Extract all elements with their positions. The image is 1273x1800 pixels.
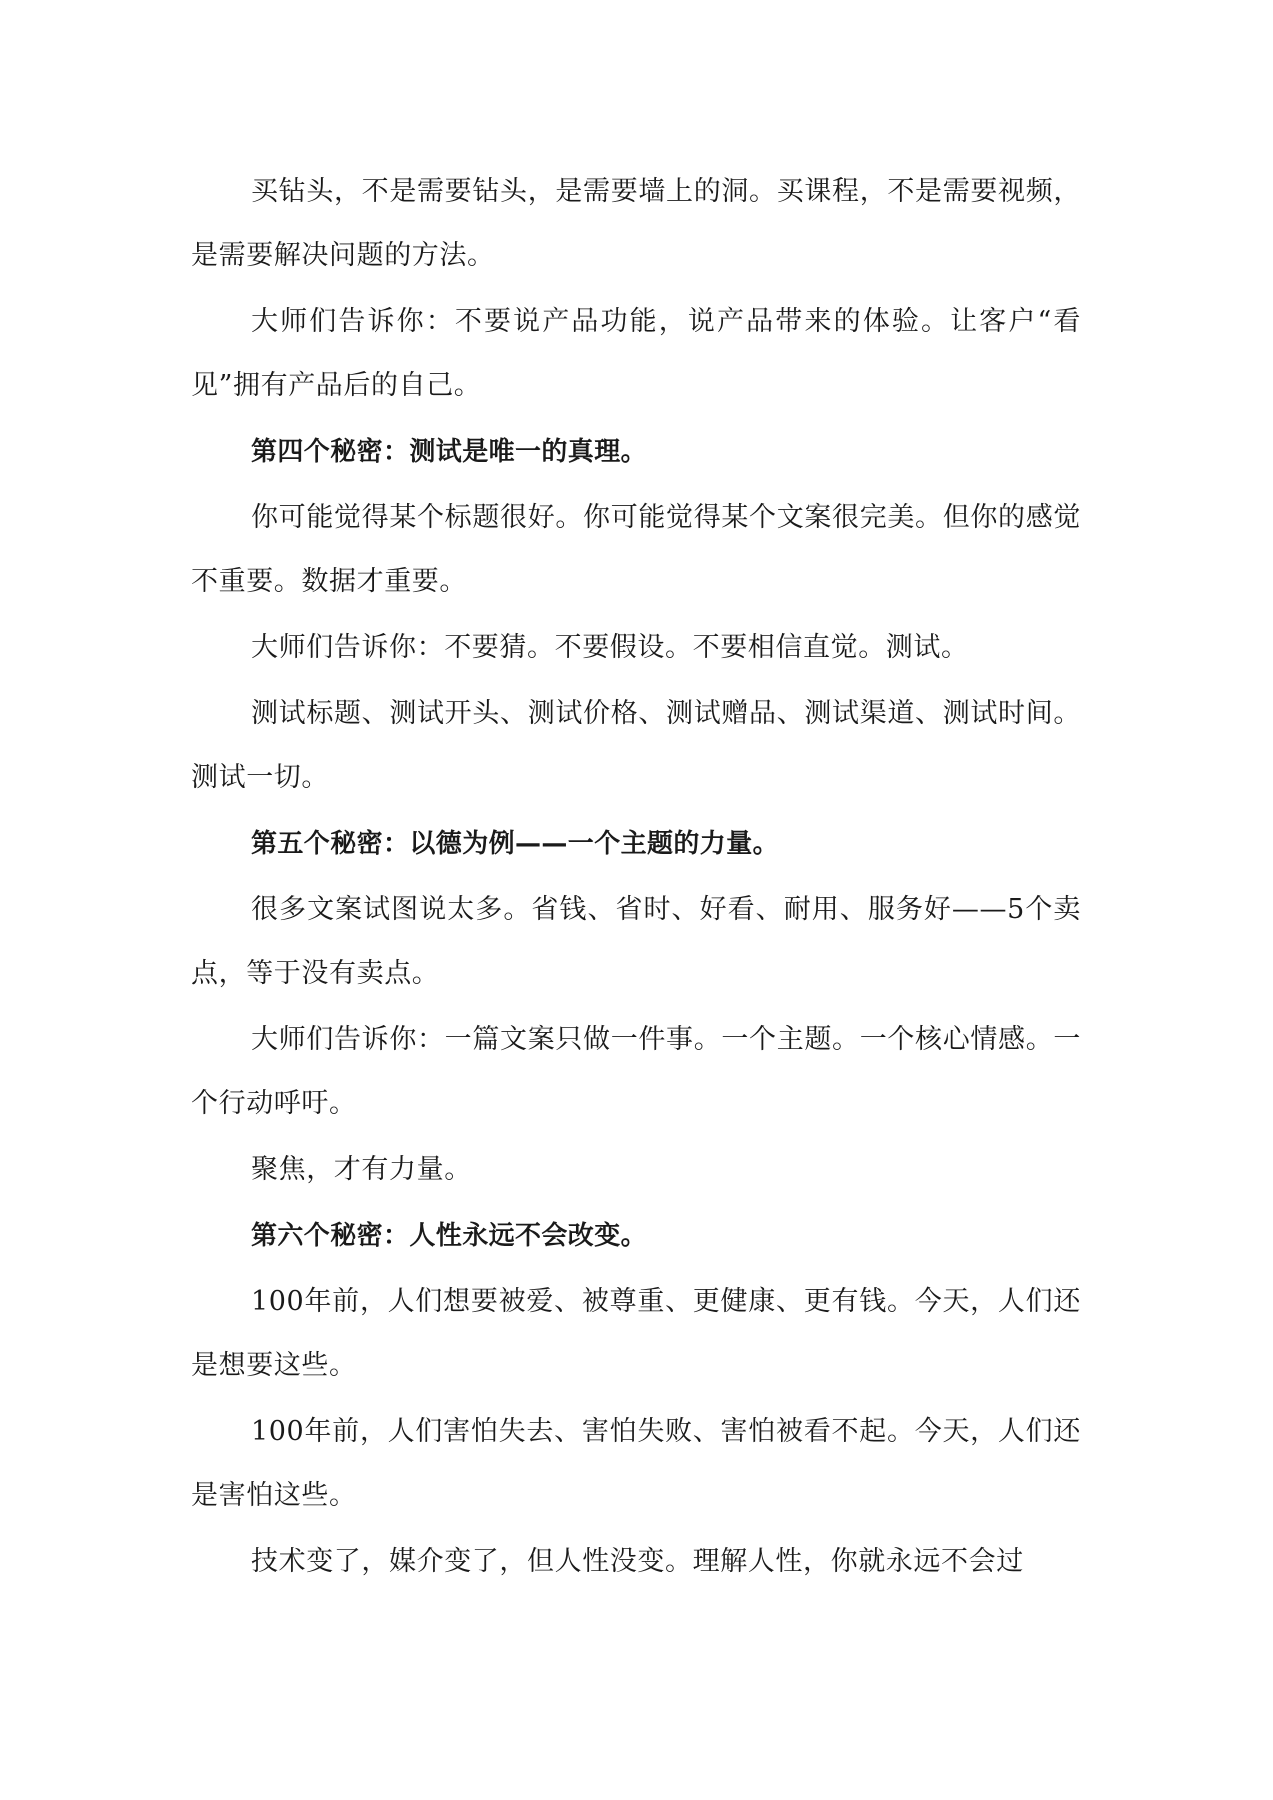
paragraph: 买钻头，不是需要钻头，是需要墙上的洞。买课程，不是需要视频，是需要解决问题的方法。 xyxy=(191,176,1081,271)
paragraph: 测试标题、测试开头、测试价格、测试赠品、测试渠道、测试时间。测试一切。 xyxy=(191,698,1081,793)
paragraph: 很多文案试图说太多。省钱、省时、好看、耐用、服务好——5个卖点，等于没有卖点。 xyxy=(191,894,1081,989)
section-heading: 第六个秘密：人性永远不会改变。 xyxy=(251,1221,648,1251)
paragraph: 100年前，人们害怕失去、害怕失败、害怕被看不起。今天，人们还是害怕这些。 xyxy=(191,1416,1081,1511)
paragraph: 技术变了，媒介变了，但人性没变。理解人性，你就永远不会过 xyxy=(251,1546,1024,1577)
document-page xyxy=(191,160,1081,1596)
paragraph: 大师们告诉你：不要猜。不要假设。不要相信直觉。测试。 xyxy=(251,632,969,663)
paragraph: 大师们告诉你：一篇文案只做一件事。一个主题。一个核心情感。一个行动呼吁。 xyxy=(191,1024,1081,1119)
section-heading: 第四个秘密：测试是唯一的真理。 xyxy=(251,437,648,467)
paragraph: 大师们告诉你：不要说产品功能，说产品带来的体验。让客户“看见”拥有产品后的自己。 xyxy=(191,306,1081,401)
paragraph: 聚焦，才有力量。 xyxy=(251,1154,472,1185)
section-heading: 第五个秘密：以德为例——一个主题的力量。 xyxy=(251,829,780,859)
paragraph: 100年前，人们想要被爱、被尊重、更健康、更有钱。今天，人们还是想要这些。 xyxy=(191,1286,1081,1381)
paragraph: 你可能觉得某个标题很好。你可能觉得某个文案很完美。但你的感觉不重要。数据才重要。 xyxy=(191,502,1081,597)
